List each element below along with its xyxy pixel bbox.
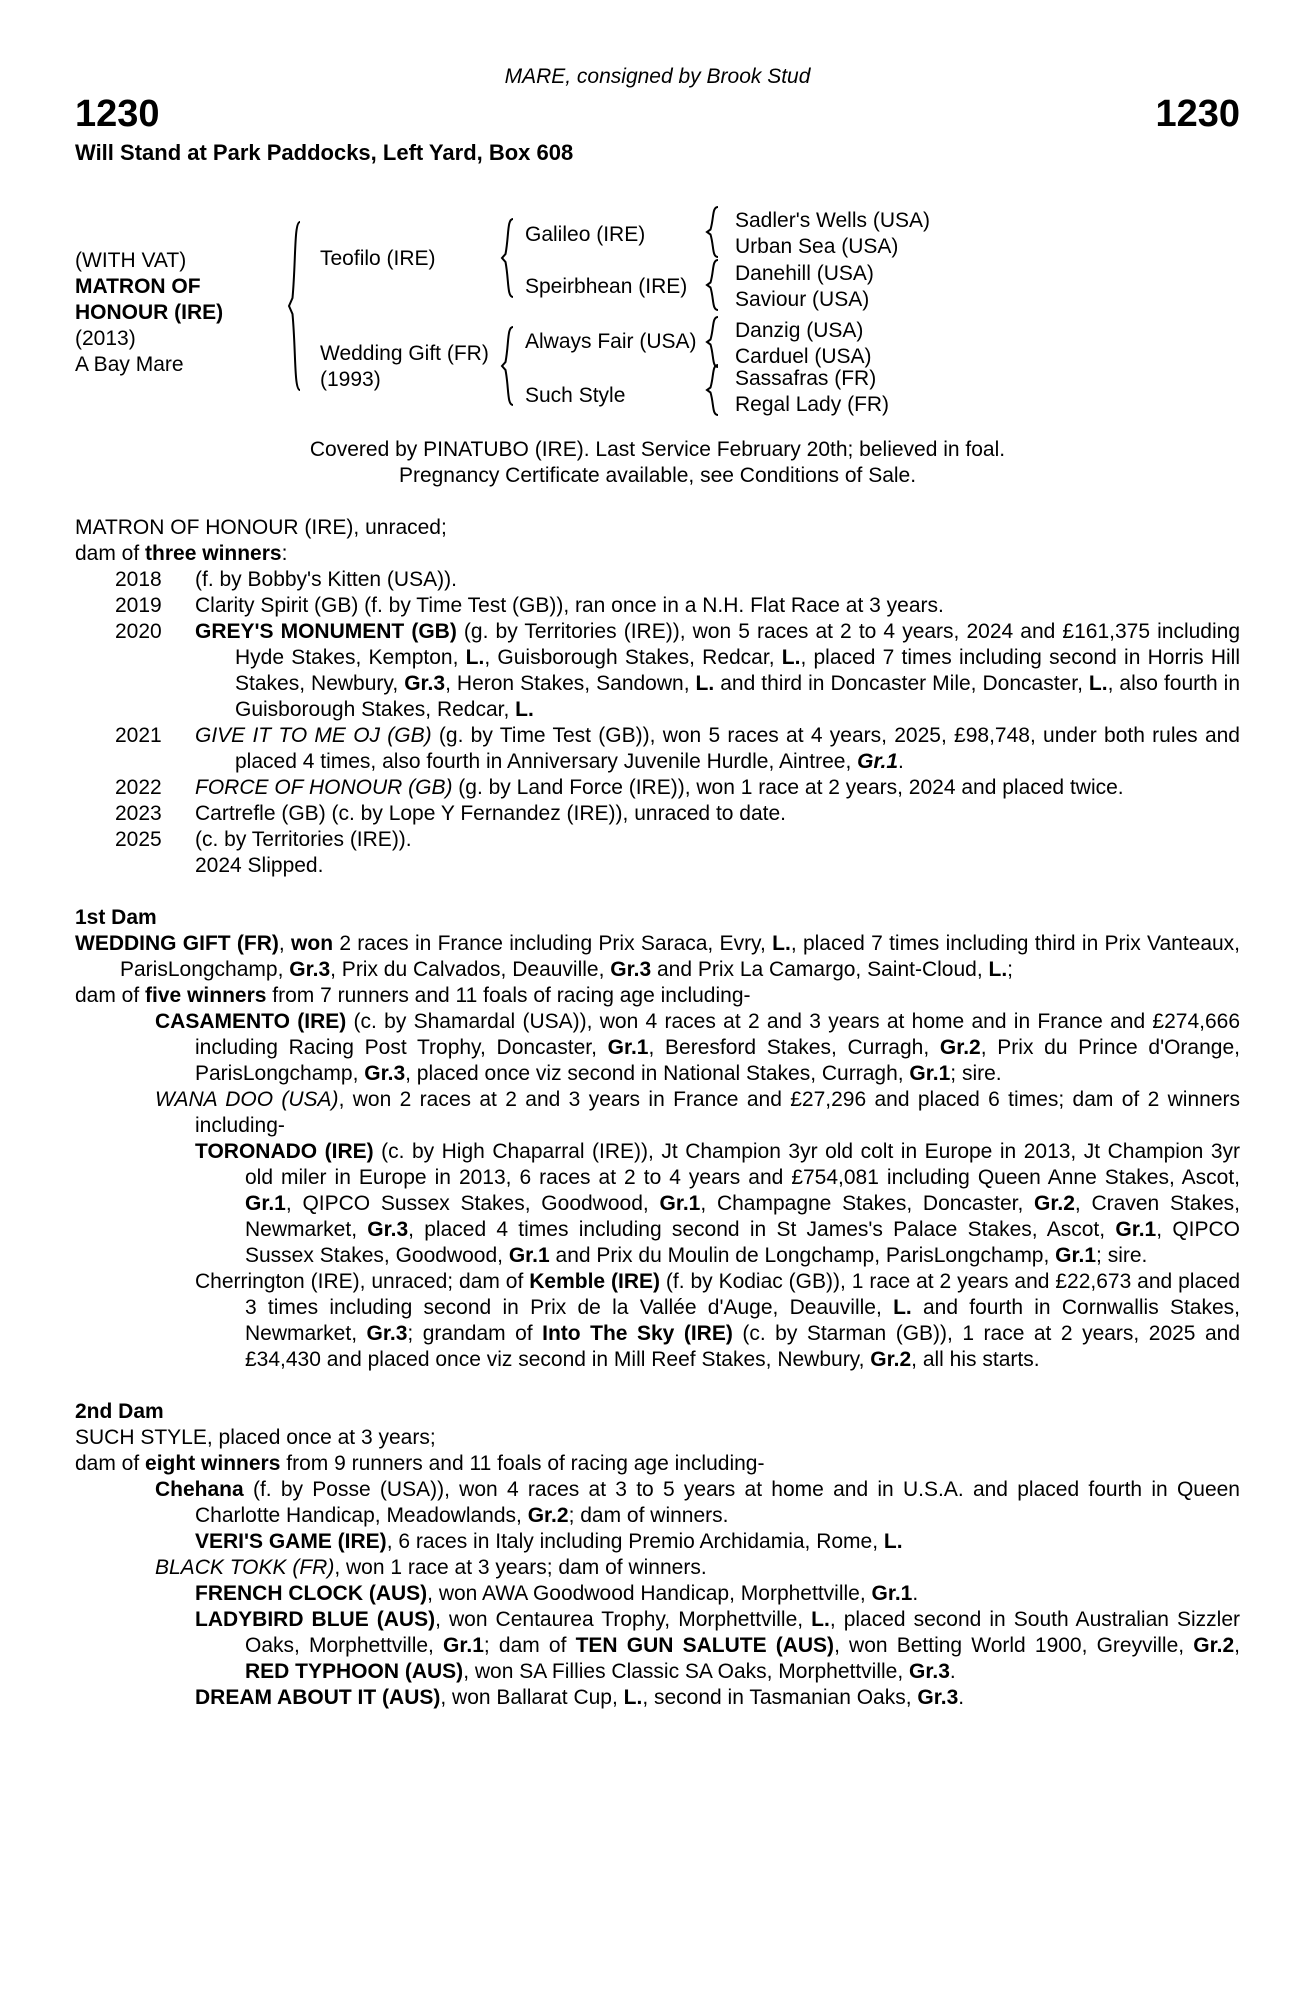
text-segment: (g. by Territories (IRE)), won 5 races at 2 to 4 years, 2024 and £161,375 including Hyde Stakes, Kempton,	[235, 620, 1240, 669]
text-segment: TEN GUN SALUTE (AUS)	[575, 1634, 835, 1657]
text-segment: (c. by High Chaparral (IRE)), Jt Champion 3yr old colt in Europe in 2013, Jt Champion 3yr old miler in Europe in 2013, 6 races at 2 to 4 years and £754,081 including Queen Anne Stakes, Ascot,	[245, 1140, 1240, 1189]
text-segment: GIVE IT TO ME OJ (GB)	[195, 724, 432, 747]
paragraph	[75, 1477, 1240, 1529]
text-segment: ; sire.	[1096, 1244, 1148, 1267]
pedigree-brace	[500, 326, 516, 406]
text-segment: from 7 runners and 11 foals of racing age including-	[266, 984, 751, 1007]
text-segment: Gr.1	[659, 1192, 701, 1215]
text-segment: Gr.2	[1193, 1634, 1235, 1657]
paragraph	[75, 1529, 1240, 1555]
text-segment: and fourth in Cornwallis Stakes, Newmarket,	[245, 1296, 1240, 1345]
granddam-name: Such Style	[525, 384, 626, 407]
text-segment: L.	[515, 698, 534, 721]
foal-year: 2019	[115, 594, 162, 617]
text-segment: L.	[1088, 672, 1108, 695]
text-segment: L.	[811, 1608, 830, 1631]
paragraph	[75, 723, 1240, 775]
text-segment: Gr.1	[1055, 1244, 1097, 1267]
text-segment: , Guisborough Stakes, Redcar,	[484, 646, 782, 669]
text-segment: Kemble (IRE)	[529, 1270, 660, 1293]
paragraph	[75, 853, 1240, 879]
text-segment: Gr.1	[909, 1062, 951, 1085]
paragraph	[75, 931, 1240, 983]
paragraph	[75, 1269, 1240, 1373]
text-segment: Gr.3	[367, 1218, 409, 1241]
text-segment: , QIPCO Sussex Stakes, Goodwood,	[245, 1218, 1240, 1267]
text-segment: ,	[1234, 1634, 1240, 1657]
text-segment: , placed 4 times including second in St James's Palace Stakes, Ascot,	[408, 1218, 1116, 1241]
text-segment: Gr.1	[871, 1582, 913, 1605]
paragraph	[75, 619, 1240, 723]
text-segment: WEDDING GIFT (FR)	[75, 932, 279, 955]
text-segment: (f. by Bobby's Kitten (USA)).	[195, 568, 457, 591]
paragraph	[75, 1425, 1240, 1451]
lot-number-right: 1230	[1155, 93, 1240, 135]
mare-name-line2: HONOUR (IRE)	[75, 301, 224, 324]
pedigree-brace	[287, 221, 303, 391]
text-segment: (c. by Territories (IRE)).	[195, 828, 412, 851]
text-segment: L.	[465, 646, 485, 669]
text-segment: , won Betting World 1900, Greyville,	[834, 1634, 1194, 1657]
stand-line: Will Stand at Park Paddocks, Left Yard, Box 608	[75, 140, 574, 165]
text-segment: Gr.1	[857, 750, 899, 773]
ancestor-name: Saviour (USA)	[735, 288, 870, 311]
pedigree-brace	[705, 259, 721, 311]
paragraph	[75, 515, 1240, 541]
text-segment: Gr.3	[366, 1322, 408, 1345]
text-segment: (g. by Land Force (IRE)), won 1 race at 2 years, 2024 and placed twice.	[452, 776, 1124, 799]
paragraph	[75, 983, 1240, 1009]
covering-line2: Pregnancy Certificate available, see Conditions of Sale.	[398, 464, 917, 487]
text-segment: (g. by Time Test (GB)), won 5 races at 4 years, 2025, £98,748, under both rules and placed 4 times, also fourth in Anniversary Juvenile Hurdle, Aintree,	[235, 724, 1240, 773]
foal-year: 2021	[115, 724, 162, 747]
text-segment: 2024 Slipped.	[195, 854, 324, 877]
text-segment: ; dam of	[483, 1634, 576, 1657]
text-segment: L.	[695, 672, 715, 695]
text-segment: , placed second in South Australian Sizzler Oaks, Morphettville,	[245, 1608, 1241, 1657]
foal-year: 2018	[115, 568, 162, 591]
text-segment: FORCE OF HONOUR (GB)	[195, 776, 453, 799]
paragraph	[75, 567, 1240, 593]
paragraph	[75, 827, 1240, 853]
text-segment: , second in Tasmanian Oaks,	[642, 1686, 918, 1709]
foal-year: 2022	[115, 776, 162, 799]
text-segment: SUCH STYLE, placed once at 3 years;	[75, 1426, 436, 1449]
text-segment: ; sire.	[950, 1062, 1002, 1085]
text-segment: , won 1 race at 3 years; dam of winners.	[334, 1556, 707, 1579]
text-segment: .	[898, 750, 904, 773]
mare-name-line1: MATRON OF	[75, 275, 201, 298]
text-segment: CASAMENTO (IRE)	[155, 1010, 347, 1033]
text-segment: , Craven Stakes, Newmarket,	[245, 1192, 1240, 1241]
ancestor-name: Urban Sea (USA)	[735, 235, 899, 258]
text-segment: BLACK TOKK (FR)	[155, 1556, 335, 1579]
mare-description: A Bay Mare	[75, 353, 184, 376]
text-segment: Gr.1	[607, 1036, 649, 1059]
text-segment: 2nd Dam	[75, 1400, 164, 1423]
paragraph	[75, 1139, 1240, 1269]
text-segment: VERI'S GAME (IRE)	[195, 1530, 387, 1553]
text-segment: Chehana	[155, 1478, 244, 1501]
text-segment: L.	[988, 958, 1008, 981]
text-segment: .	[912, 1582, 919, 1605]
text-segment: Gr.3	[610, 958, 652, 981]
text-segment: eight winners	[145, 1452, 281, 1475]
text-segment: GREY'S MONUMENT (GB)	[195, 620, 457, 643]
paragraph	[75, 775, 1240, 801]
text-segment: , also fourth in Guisborough Stakes, Redcar,	[235, 672, 1241, 721]
granddam-name: Speirbhean (IRE)	[525, 275, 688, 298]
text-segment: three winners	[145, 542, 282, 565]
text-segment: , Prix du Calvados, Deauville,	[330, 958, 611, 981]
ancestor-name: Regal Lady (FR)	[735, 393, 890, 416]
text-segment: dam of	[75, 1452, 146, 1475]
text-segment: , won AWA Goodwood Handicap, Morphettville,	[427, 1582, 872, 1605]
pedigree-brace	[705, 316, 721, 368]
vat-note: (WITH VAT)	[75, 249, 187, 272]
text-segment: Gr.1	[443, 1634, 484, 1657]
text-segment: (f. by Kodiac (GB)), 1 race at 2 years and £22,673 and placed 3 times including second in Prix de la Vallée d'Auge, Deauville,	[245, 1270, 1240, 1319]
text-segment: L.	[893, 1296, 912, 1319]
text-segment: , Beresford Stakes, Curragh,	[648, 1036, 940, 1059]
section-heading	[75, 905, 1240, 931]
text-segment: Gr.2	[527, 1504, 569, 1527]
paragraph	[75, 801, 1240, 827]
text-segment: , Champagne Stakes, Doncaster,	[700, 1192, 1035, 1215]
mare-foaling-year: (2013)	[75, 327, 136, 350]
pedigree-brace	[500, 218, 516, 298]
text-segment: DREAM ABOUT IT (AUS)	[195, 1686, 441, 1709]
text-segment: from 9 runners and 11 foals of racing age including-	[280, 1452, 765, 1475]
text-segment: Gr.1	[245, 1192, 286, 1215]
text-segment: MATRON OF HONOUR (IRE), unraced;	[75, 516, 447, 539]
lot-number-row	[75, 92, 1240, 136]
text-segment: , QIPCO Sussex Stakes, Goodwood,	[285, 1192, 660, 1215]
text-segment: , won Centaurea Trophy, Morphettville,	[435, 1608, 812, 1631]
text-segment: Cartrefle (GB) (c. by Lope Y Fernandez (IRE)), unraced to date.	[195, 802, 786, 825]
text-segment: ;	[1007, 958, 1014, 981]
text-segment: Gr.3	[404, 672, 446, 695]
foal-year: 2020	[115, 620, 162, 643]
section-heading	[75, 1399, 1240, 1425]
text-segment: (f. by Posse (USA)), won 4 races at 3 to 5 years at home and in U.S.A. and placed fourth in Queen Charlotte Handicap, Meadowlands,	[195, 1478, 1240, 1527]
text-segment: WANA DOO (USA)	[155, 1088, 339, 1111]
text-segment: (c. by Shamardal (USA)), won 4 races at 2 and 3 years at home and in France and £274,666 including Racing Post Trophy, Doncaster,	[195, 1010, 1240, 1059]
consignor-line: MARE, consigned by Brook Stud	[504, 65, 811, 88]
text-segment: Gr.2	[939, 1036, 981, 1059]
text-segment: .	[958, 1686, 965, 1709]
covering-line1: Covered by PINATUBO (IRE). Last Service February 20th; believed in foal.	[309, 438, 1006, 461]
text-segment: (c. by Starman (GB)), 1 race at 2 years, 2025 and £34,430 and placed once viz second in Mill Reef Stakes, Newbury,	[245, 1322, 1241, 1371]
dam-year: (1993)	[320, 368, 381, 391]
text-segment: won	[291, 932, 334, 955]
pedigree-table	[75, 206, 1240, 421]
text-segment: ; grandam of	[407, 1322, 543, 1345]
text-segment: five winners	[145, 984, 267, 1007]
paragraph	[75, 541, 1240, 567]
ancestor-name: Danehill (USA)	[735, 262, 874, 285]
sire-name: Teofilo (IRE)	[320, 247, 436, 270]
text-segment: , 6 races in Italy including Premio Archidamia, Rome,	[386, 1530, 884, 1553]
paragraph	[75, 593, 1240, 619]
text-segment: and third in Doncaster Mile, Doncaster,	[714, 672, 1089, 695]
text-segment: , won SA Fillies Classic SA Oaks, Morphettville,	[463, 1660, 910, 1683]
ancestor-name: Danzig (USA)	[735, 319, 864, 342]
text-segment: TORONADO (IRE)	[195, 1140, 374, 1163]
text-segment: Gr.2	[1034, 1192, 1075, 1215]
text-segment: FRENCH CLOCK (AUS)	[195, 1582, 428, 1605]
text-segment: , placed 7 times including second in Horris Hill Stakes, Newbury,	[235, 646, 1241, 695]
text-segment: L.	[781, 646, 801, 669]
paragraph	[75, 1009, 1240, 1087]
page-content	[75, 60, 1240, 1711]
text-segment: .	[949, 1660, 956, 1683]
text-segment: , won 2 races at 2 and 3 years in France and £27,296 and placed 6 times; dam of 2 winners including-	[195, 1088, 1240, 1137]
text-segment: , Heron Stakes, Sandown,	[445, 672, 696, 695]
text-segment: and Prix du Moulin de Longchamp, ParisLongchamp,	[549, 1244, 1056, 1267]
text-segment: L.	[883, 1530, 903, 1553]
text-segment: Gr.1	[1115, 1218, 1157, 1241]
text-segment: Clarity Spirit (GB) (f. by Time Test (GB)), ran once in a N.H. Flat Race at 3 years.	[195, 594, 944, 617]
text-segment: LADYBIRD BLUE (AUS)	[195, 1608, 436, 1631]
text-segment: , all his starts.	[911, 1348, 1040, 1371]
grandsire-name: Always Fair (USA)	[525, 330, 697, 353]
text-segment: L.	[623, 1686, 643, 1709]
text-segment: :	[281, 542, 288, 565]
ancestor-name: Sadler's Wells (USA)	[735, 209, 930, 232]
text-segment: dam of	[75, 984, 146, 1007]
text-segment: dam of	[75, 542, 146, 565]
ancestor-name: Sassafras (FR)	[735, 367, 877, 390]
text-segment: Into The Sky (IRE)	[542, 1322, 733, 1345]
text-segment: Gr.3	[289, 958, 331, 981]
text-segment: , won Ballarat Cup,	[440, 1686, 624, 1709]
paragraph	[75, 1607, 1240, 1685]
paragraph	[75, 1685, 1240, 1711]
covering-statement	[75, 437, 1240, 489]
text-segment: Gr.1	[508, 1244, 550, 1267]
paragraph	[75, 1581, 1240, 1607]
text-segment: 1st Dam	[75, 906, 157, 929]
ancestor-name: Carduel (USA)	[735, 345, 872, 368]
text-segment: ,	[278, 932, 292, 955]
text-segment: , placed 7 times including third in Prix Vanteaux, ParisLongchamp,	[120, 932, 1241, 981]
foal-year: 2025	[115, 828, 162, 851]
paragraph	[75, 1451, 1240, 1477]
paragraph	[75, 1555, 1240, 1581]
pedigree-brace	[705, 206, 721, 258]
text-segment: Gr.3	[909, 1660, 950, 1683]
foal-year: 2023	[115, 802, 162, 825]
text-segment: , Prix du Prince d'Orange, ParisLongchamp,	[195, 1036, 1240, 1085]
text-segment: , placed once viz second in National Stakes, Curragh,	[405, 1062, 910, 1085]
text-segment: RED TYPHOON (AUS)	[245, 1660, 464, 1683]
text-segment: and Prix La Camargo, Saint-Cloud,	[651, 958, 989, 981]
dam-name: Wedding Gift (FR)	[320, 342, 489, 365]
text-segment: Gr.3	[917, 1686, 959, 1709]
pedigree-brace	[705, 364, 721, 416]
text-segment: 2 races in France including Prix Saraca, Evry,	[333, 932, 773, 955]
lot-number-left: 1230	[75, 93, 160, 135]
text-segment: L.	[772, 932, 791, 955]
body	[75, 515, 1240, 1711]
text-segment: Gr.3	[364, 1062, 406, 1085]
grandsire-name: Galileo (IRE)	[525, 223, 646, 246]
text-segment: Cherrington (IRE), unraced; dam of	[195, 1270, 530, 1293]
paragraph	[75, 1087, 1240, 1139]
text-segment: ; dam of winners.	[568, 1504, 729, 1527]
text-segment: Gr.2	[870, 1348, 912, 1371]
